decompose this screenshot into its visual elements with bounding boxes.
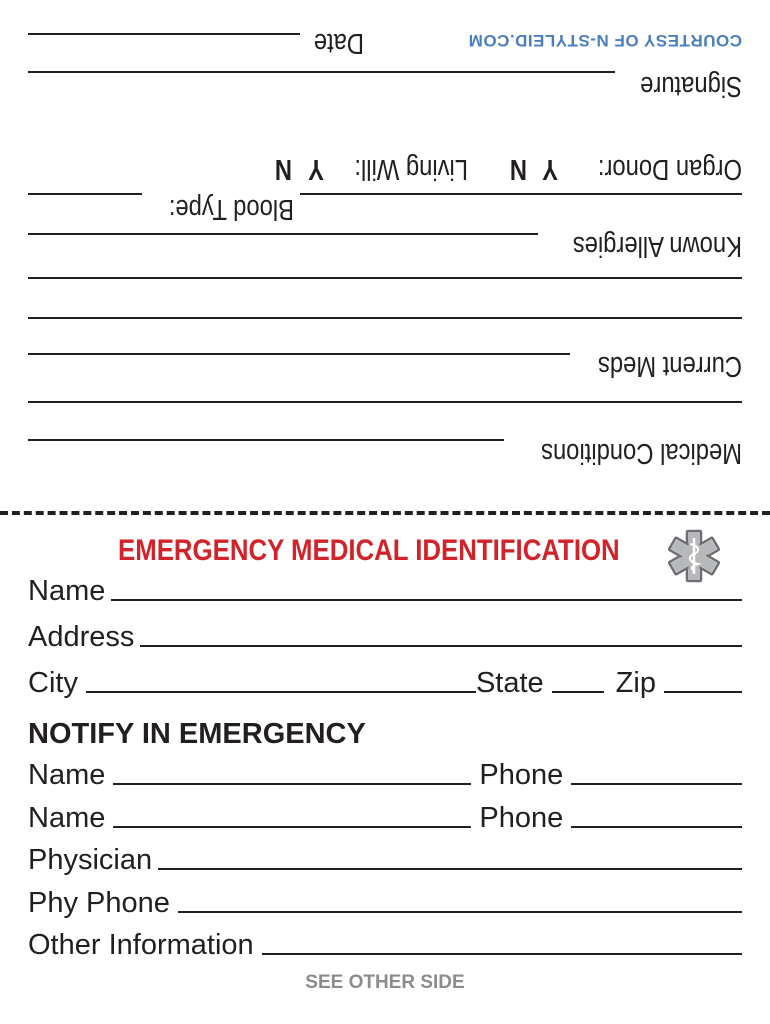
organ-donor-label: Organ Donor: [597, 153, 742, 185]
contact2-phone-line[interactable] [571, 826, 742, 828]
phy-phone-line[interactable] [178, 911, 742, 913]
signature-row [618, 71, 742, 105]
contact1-name-line[interactable] [113, 783, 471, 785]
contact1-name-label: Name [28, 759, 106, 791]
date-line[interactable] [28, 33, 300, 35]
meds-line-2[interactable] [28, 401, 742, 403]
state-label: State [475, 667, 544, 699]
contact2-row [28, 799, 742, 833]
signature-label: Signature [640, 70, 742, 102]
organ-donor-row [566, 154, 742, 188]
current-meds-row [566, 351, 742, 385]
card-title: EMERGENCY MEDICAL IDENTIFICATION [118, 534, 620, 567]
date-label: Date [313, 27, 364, 59]
living-will-y [305, 154, 324, 188]
physician-line[interactable] [158, 868, 742, 870]
contact2-name-label: Name [28, 802, 106, 834]
address-label: Address [28, 621, 135, 653]
organ-donor-yes[interactable]: Y [542, 153, 558, 185]
organ-donor-n [506, 154, 527, 188]
current-meds-line[interactable] [28, 353, 570, 355]
organ-donor-no[interactable]: N [509, 153, 527, 185]
living-will-yes[interactable]: Y [308, 153, 324, 185]
allergies-line-3[interactable] [28, 317, 742, 319]
living-will-n [271, 154, 292, 188]
courtesy-text: COURTESY OF N-STYLEID.COM [468, 31, 742, 50]
phy-phone-label: Phy Phone [28, 887, 170, 919]
other-info-label: Other Information [28, 929, 254, 961]
name-row [28, 572, 742, 606]
organ-donor-yn [539, 154, 558, 188]
known-allergies-line[interactable] [28, 233, 538, 235]
living-will-row [329, 154, 468, 188]
contact1-phone-label: Phone [479, 759, 564, 791]
living-will-label: Living Will: [354, 153, 468, 185]
fold-divider [0, 511, 770, 515]
city-label: City [28, 667, 78, 699]
allergies-line-2[interactable] [28, 277, 742, 279]
medical-conditions-row [497, 438, 742, 472]
other-info-row [28, 926, 742, 960]
signature-line[interactable] [28, 71, 615, 73]
zip-line[interactable] [664, 691, 742, 693]
known-allergies-row [536, 231, 742, 265]
blood-type-line[interactable] [28, 193, 142, 195]
current-meds-label: Current Meds [597, 350, 742, 382]
date-row [303, 28, 364, 62]
address-row [28, 618, 742, 652]
physician-row [28, 841, 742, 875]
city-line[interactable] [86, 691, 476, 693]
name-label: Name [28, 575, 106, 607]
name-line[interactable] [111, 599, 742, 601]
blood-type-row [141, 194, 294, 228]
phy-phone-row [28, 884, 742, 918]
known-allergies-label: Known Allergies [572, 230, 742, 262]
contact1-phone-line[interactable] [571, 783, 742, 785]
see-other-side: SEE OTHER SIDE [305, 972, 465, 993]
contact2-phone-label: Phone [479, 802, 564, 834]
notify-heading: NOTIFY IN EMERGENCY [28, 718, 366, 750]
contact1-row [28, 756, 742, 790]
back-side-flipped [0, 0, 770, 510]
living-will-no[interactable]: N [274, 153, 292, 185]
contact2-name-line[interactable] [113, 826, 471, 828]
state-line[interactable] [552, 691, 604, 693]
zip-label: Zip [615, 667, 656, 699]
address-line[interactable] [140, 645, 742, 647]
blood-type-label: Blood Type: [168, 193, 294, 225]
physician-label: Physician [28, 844, 153, 876]
organ-line [300, 193, 742, 195]
city-state-zip-row [28, 664, 742, 698]
other-info-line[interactable] [262, 953, 742, 955]
medical-conditions-line[interactable] [28, 439, 504, 441]
medical-conditions-label: Medical Conditions [541, 437, 742, 469]
